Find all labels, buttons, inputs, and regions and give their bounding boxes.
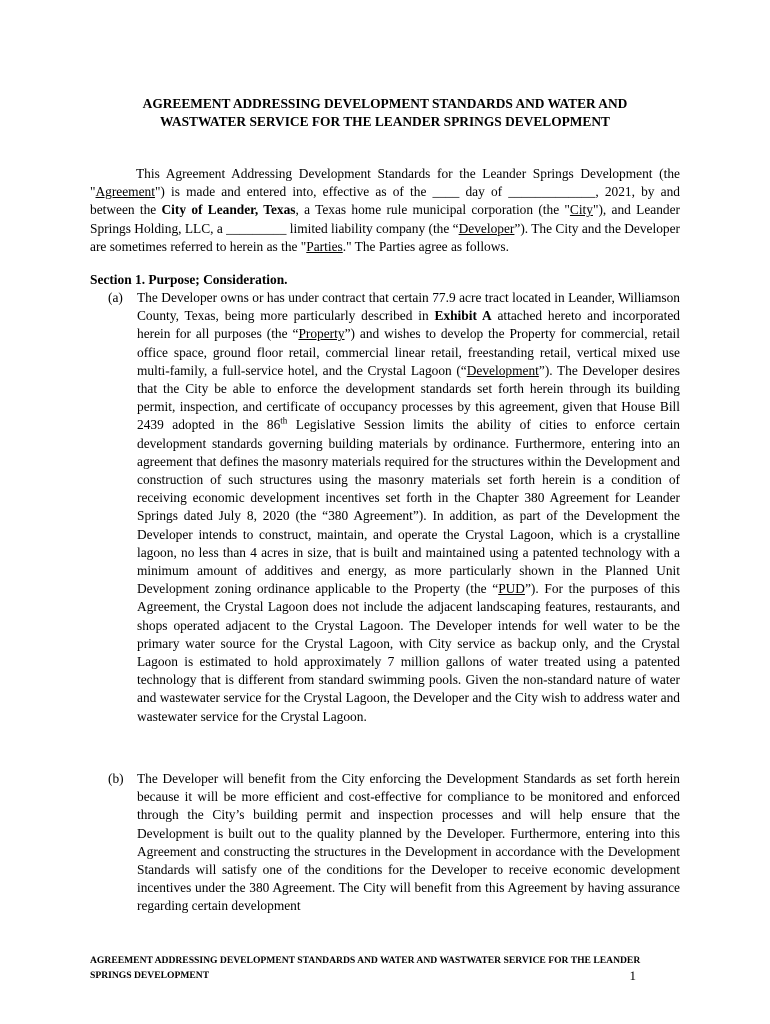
- document-title: [90, 95, 680, 130]
- defined-term-agreement: Agreement: [95, 184, 155, 200]
- paragraph-a-marker: (a): [108, 290, 123, 305]
- para-a-text-1: The Developer owns or has under contract that certain 77.9 acre tract located in Leander, Williamson County, Texas, being more particularly described in: [137, 290, 680, 324]
- intro-text-3: , a Texas home rule municipal corporation (the ": [295, 202, 570, 218]
- intro-paragraph: [90, 165, 680, 256]
- para-a-text-3: ”) and wishes to develop the Property for commercial, retail office space, ground floor retail, commercial linear retail, freestanding retail, vertical mixed use multi-family, a full-service hotel, and the Crystal Lagoon (“: [137, 326, 680, 378]
- section-1-heading: Section 1. Purpose; Consideration.: [90, 272, 288, 287]
- paragraph-a-body: [137, 289, 680, 726]
- city-name: City of Leander, Texas: [161, 202, 296, 218]
- page-footer: [90, 953, 680, 983]
- paragraph-b: [90, 770, 680, 916]
- paragraph-a: [90, 289, 680, 726]
- defined-term-developer: Developer: [458, 220, 515, 236]
- footer-line-2: SPRINGS DEVELOPMENT: [90, 970, 210, 981]
- title-line-2: WASTWATER SERVICE FOR THE LEANDER SPRINGS DEVELOPMENT: [160, 113, 610, 129]
- superscript-th: th: [280, 415, 288, 426]
- intro-text-1: This Agreement Addressing Development Standards for the Leander Springs Development (the ": [90, 166, 680, 200]
- intro-text-4: "), and Leander Springs Holding, LLC, a _________ limited liability company (the “: [90, 202, 680, 236]
- paragraph-b-marker: (b): [108, 771, 124, 786]
- para-a-text-6: ”). For the purposes of this Agreement, the Crystal Lagoon does not include the adjacent landscaping features, restaurants, and shops operated adjacent to the Crystal Lagoon. The Developer intends for well water to be the primary water source for the Crystal Lagoon, with City service as backup only, and the Crystal Lagoon is estimated to hold approximately 7 million gallons of water treated using a patented technology that is different from standard swimming pools. Given the non-standard nature of water and wastewater service for the Crystal Lagoon, the Developer and the City wish to address water and wastewater service for the Crystal Lagoon.: [137, 581, 681, 724]
- paragraph-b-body: The Developer will benefit from the City enforcing the Development Standards as set forth herein because it will be more efficient and cost-effective for compliance to be monitored and enforced through the City’s building permit and inspection processes and will help ensure that the Development is built out to the quality planned by the Developer. Furthermore, entering into this Agreement and constructing the structures in the Development in accordance with the Development Standards will satisfy one of the conditions for the Developer to receive economic development incentives under the 380 Agreement. The City will benefit from this Agreement by having assurance regarding certain development: [137, 771, 680, 914]
- intro-text-5: ”). The City and the Developer are sometimes referred to herein as the ": [90, 220, 680, 254]
- intro-text-2: ") is made and entered into, effective as of the ____ day of _____________, 2021, by and between the: [90, 184, 680, 218]
- para-a-text-4: ”). The Developer desires that the City be able to enforce the development standards set forth herein through its building permit, inspection, and certificate of occupancy processes by this agreement, given that House Bill 2439 adopted in the 86: [137, 362, 680, 433]
- para-a-text-2: attached hereto and incorporated herein for all purposes (the “: [137, 308, 680, 342]
- page-number: 1: [629, 968, 636, 983]
- defined-term-parties: Parties: [306, 238, 343, 254]
- intro-text-6: ." The Parties agree as follows.: [342, 238, 509, 254]
- title-line-1: AGREEMENT ADDRESSING DEVELOPMENT STANDARDS AND WATER AND: [142, 96, 628, 111]
- para-a-text-5: Legislative Session limits the ability of cities to enforce certain development standards governing building materials by ordinance. Furthermore, entering into an agreement that defines the masonry materials required for the structures within the Development and construction of such structures using the masonry materials set forth herein is a condition of receiving economic development incentives set forth in the Chapter 380 Agreement for Leander Springs dated July 8, 2020 (the “380 Agreement”). In addition, as part of the Development the Developer intends to construct, maintain, and operate the Crystal Lagoon, which is a crystalline lagoon, no less than 4 acres in size, that is built and maintained using a patented technology with a minimum amount of additives and energy, as more particularly shown in the Planned Unit Development zoning ordinance applicable to the Property (the “: [137, 417, 680, 597]
- defined-term-property: Property: [298, 326, 345, 342]
- defined-term-pud: PUD: [498, 581, 525, 597]
- exhibit-a-ref: Exhibit A: [434, 308, 492, 324]
- defined-term-city: City: [569, 202, 593, 218]
- defined-term-development: Development: [466, 362, 539, 378]
- footer-line-1: AGREEMENT ADDRESSING DEVELOPMENT STANDARDS AND WATER AND WASTWATER SERVICE FOR THE LEANDER: [90, 955, 641, 966]
